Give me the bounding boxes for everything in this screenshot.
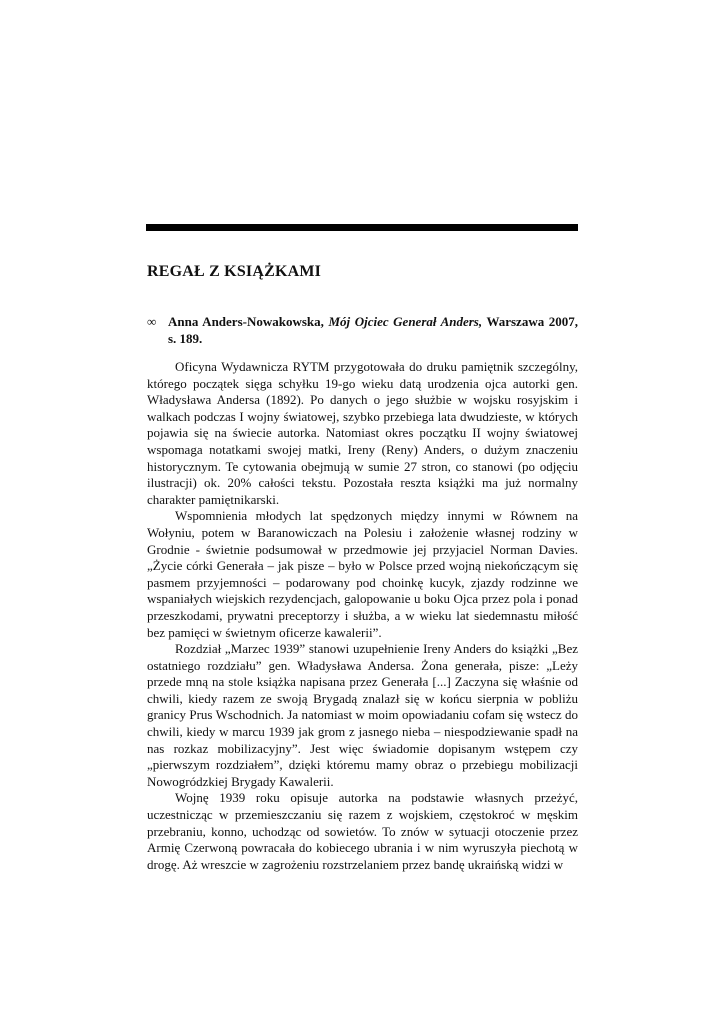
book-entry bbox=[147, 313, 578, 347]
review-body bbox=[147, 359, 578, 873]
book-details: Warszawa 2007, s. 189. bbox=[168, 314, 579, 346]
paragraph-1: Oficyna Wydawnicza RYTM przygotowała do druku pamiętnik szczególny, którego początek sięga schyłku 19-go wieku datą urodzenia ojca autorki gen. Władysława Andersa (1892). Po danych o jego służbie w wojsku rosyjskim i walkach podczas I wojny światowej, szybko przebiega lata dwudzieste, w których pojawia się na świecie autorka. Natomiast okres początku II wojny światowej wspomaga notatkami swojej matki, Ireny (Reny) Anders, o dużym znaczeniu historycznym. Te cytowania obejmują w sumie 27 stron, co stanowi (po odjęciu ilustracji) ok. 20% całości tekstu. Pozostała reszta książki ma już normalny charakter pamiętnikarski. bbox=[147, 359, 578, 507]
book-title: Mój Ojciec Generał Anders, bbox=[328, 314, 483, 329]
infinity-bullet-icon: ∞ bbox=[147, 314, 157, 329]
paragraph-3: Rozdział „Marzec 1939” stanowi uzupełnienie Ireny Anders do książki „Bez ostatniego rozdziału” gen. Władysława Andersa. Żona generała, pisze: „Leży przede mną na stole książka napisana przez Generała [...] Zaczyna się właśnie od chwili, kiedy razem ze swoją Brygadą znalazł się w końcu sierpnia w pobliżu granicy Prus Wschodnich. Ja natomiast w moim opowiadaniu cofam się wstecz do chwili, kiedy w marcu 1939 jak grom z jasnego nieba – niespodziewanie spadł na nas rozkaz mobilizacyjny”. Jest więc świadomie dopisanym wstępem czy „pierwszym rozdziałem”, dzięki któremu mamy obraz o przebiegu mobilizacji Nowogródzkiej Brygady Kawalerii. bbox=[147, 641, 578, 789]
book-citation bbox=[168, 313, 578, 347]
book-author: Anna Anders-Nowakowska, bbox=[168, 314, 324, 329]
paragraph-2: Wspomnienia młodych lat spędzonych między innymi w Równem na Wołyniu, potem w Baranowiczach na Polesiu i założenie własnej rodziny w Grodnie - świetnie podsumował w przedmowie jej przyjaciel Norman Davies. „Życie córki Generała – jak pisze – było w Polsce przed wojną niekończącym się pasmem przyjemności – podarowany pod choinkę kucyk, zjazdy rodzinne we wspaniałych wiejskich rezydencjach, galopowanie u boku Ojca przez pola i ponad przeszkodami, prywatni preceptorzy i służba, a w wieku lat siedemnastu miłość bez pamięci w świetnym oficerze kawalerii”. bbox=[147, 508, 578, 640]
section-divider-rule bbox=[146, 224, 578, 231]
section-title: REGAŁ Z KSIĄŻKAMI bbox=[147, 263, 322, 280]
paragraph-4: Wojnę 1939 roku opisuje autorka na podstawie własnych przeżyć, uczestnicząc w przemieszczaniu się razem z wojskiem, częstokroć w męskim przebraniu, konno, uchodząc od sowietów. To znów w sytuacji otoczenie przez Armię Czerwoną powracała do kobiecego ubrania i w nim wyruszyła piechotą w drogę. Aż wreszcie w zagrożeniu rozstrzelaniem przez bandę ukraińską widzi w bbox=[147, 790, 578, 872]
